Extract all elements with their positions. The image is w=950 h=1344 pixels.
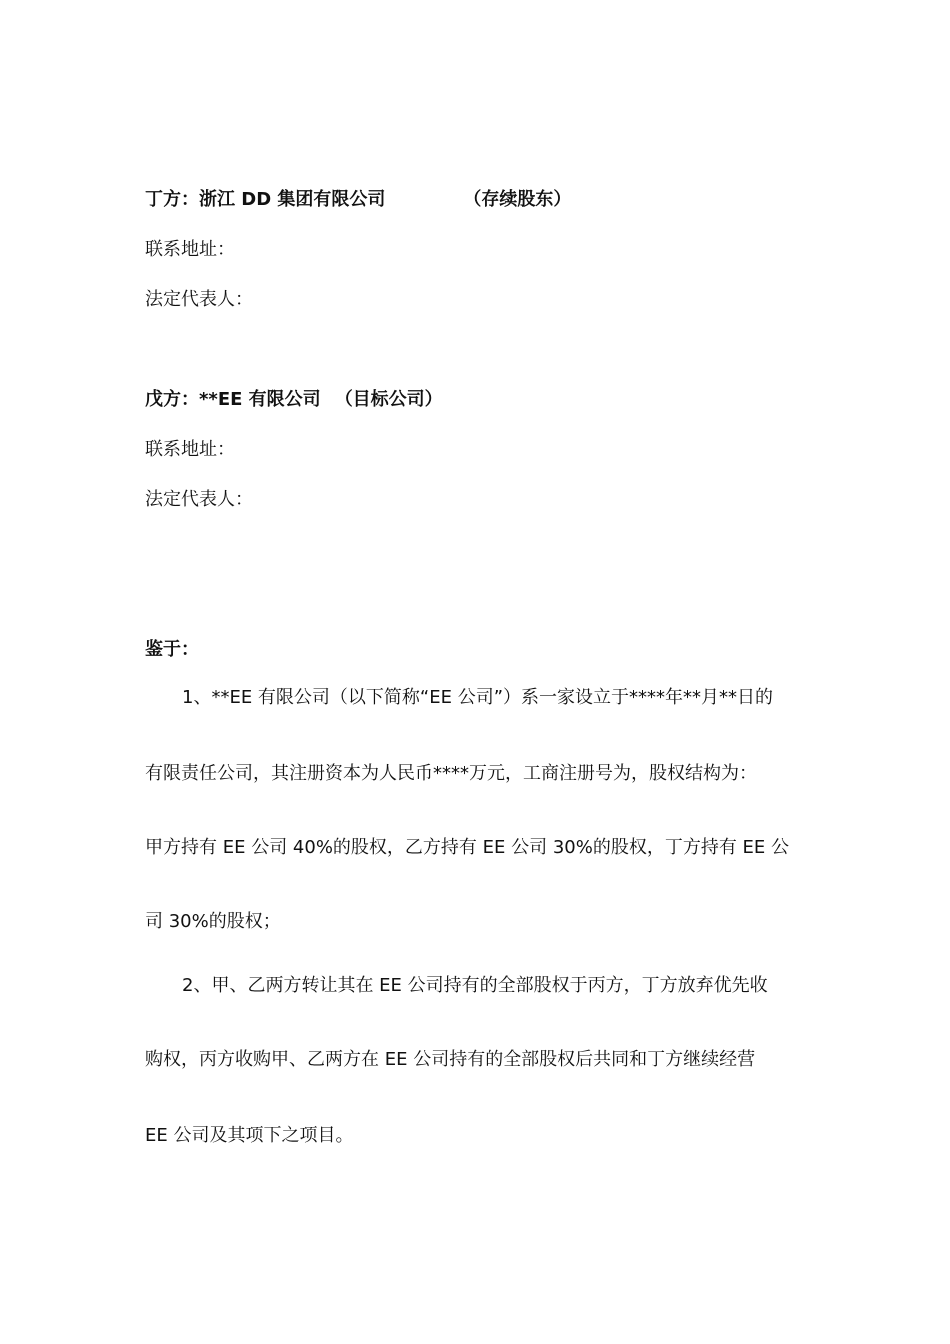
party-d-role: （存续股东） xyxy=(463,189,572,210)
party-e-address-label: 联系地址： xyxy=(145,439,235,460)
party-e-name: 戊方：**EE 有限公司 xyxy=(145,389,321,410)
recital-1-line: 司 30%的股权； xyxy=(145,911,281,932)
recital-2-line: 2、甲、乙两方转让其在 EE 公司持有的全部股权于丙方，丁方放弃优先收 xyxy=(182,975,768,996)
recital-2-line: EE 公司及其项下之项目。 xyxy=(145,1125,354,1146)
recital-1-line: 1、**EE 有限公司（以下简称“EE 公司”）系一家设立于****年**月**日的 xyxy=(182,687,774,708)
party-e-rep-label: 法定代表人： xyxy=(145,489,253,510)
party-d-name: 丁方：浙江 DD 集团有限公司 xyxy=(145,189,386,210)
recital-1-line: 有限责任公司，其注册资本为人民币****万元，工商注册号为，股权结构为： xyxy=(145,763,757,784)
party-d-rep-label: 法定代表人： xyxy=(145,289,253,310)
party-d-address-label: 联系地址： xyxy=(145,239,235,260)
recital-2-line: 购权，丙方收购甲、乙两方在 EE 公司持有的全部股权后共同和丁方继续经营 xyxy=(145,1049,756,1070)
party-e-heading-line xyxy=(145,388,443,412)
recital-1-line: 甲方持有 EE 公司 40%的股权，乙方持有 EE 公司 30%的股权，丁方持有 EE 公 xyxy=(145,837,790,858)
recitals-title: 鉴于： xyxy=(145,639,199,660)
party-d-heading-line xyxy=(145,188,571,212)
party-e-role: （目标公司） xyxy=(334,389,443,410)
